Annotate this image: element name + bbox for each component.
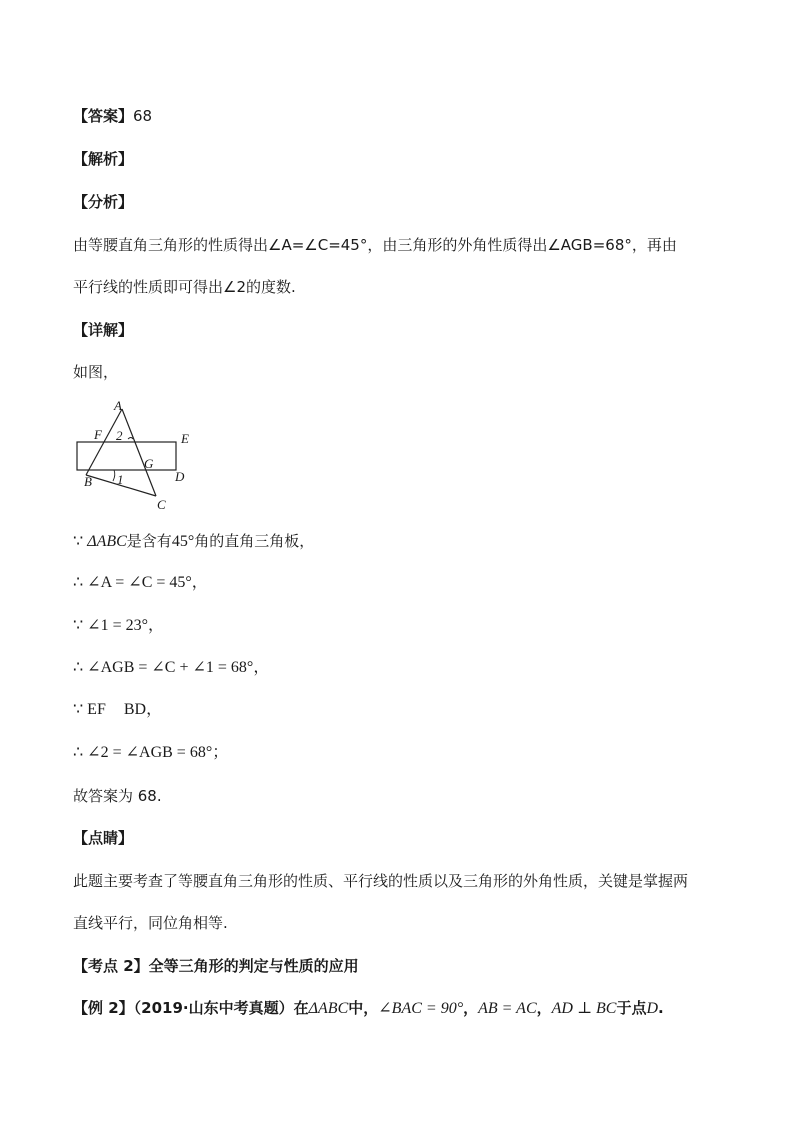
example-math-3: AB = AC: [478, 1000, 537, 1017]
dianjing-heading: 【点睛】: [73, 829, 134, 847]
label-G: G: [144, 456, 154, 471]
label-B: B: [84, 474, 92, 489]
step-5-bd: BD，: [123, 701, 163, 718]
figure-rectangle: [77, 442, 176, 470]
fenxi-text-line-2: 平行线的性质即可得出∠2的度数.: [73, 278, 296, 296]
figure-angle-2-mark: [128, 438, 133, 440]
label-E: E: [181, 431, 189, 446]
geometry-figure: [70, 395, 200, 515]
label-C: C: [157, 497, 166, 512]
dianjing-text-line-1: 此题主要考查了等腰直角三角形的性质、平行线的性质以及三角形的外角性质，关键是掌握两: [73, 872, 689, 890]
step-2: ∴ ∠A = ∠C = 45°，: [73, 574, 208, 591]
conclusion: 故答案为 68.: [73, 787, 162, 805]
step-1-text-b: 角的直角三角板，: [194, 532, 315, 550]
fenxi-text-line-1: 由等腰直角三角形的性质得出∠A=∠C=45°，由三角形的外角性质得出∠AGB=68°，再由: [73, 236, 677, 254]
answer-value: 68: [133, 107, 153, 125]
step-1-angle: 45°: [171, 533, 195, 550]
example-math-5: D: [646, 1000, 659, 1017]
example-source: （2019·山东中考真题）: [133, 999, 294, 1017]
example-text-1: 在: [293, 999, 309, 1017]
label-A: A: [114, 398, 122, 413]
label-1: 1: [117, 472, 124, 487]
label-D: D: [175, 469, 185, 484]
step-5: [73, 700, 162, 720]
figure-angle-1-mark: [113, 470, 115, 481]
example-text-6: .: [658, 999, 664, 1017]
kaodian-heading: 【考点 2】全等三角形的判定与性质的应用: [73, 957, 359, 975]
analysis-heading: 【解析】: [73, 150, 134, 168]
example-math-2: ∠BAC = 90°: [378, 1000, 464, 1017]
step-6: ∴ ∠2 = ∠AGB = 68°；: [73, 744, 229, 761]
fenxi-heading: 【分析】: [73, 193, 134, 211]
answer-label: 【答案】: [73, 107, 134, 125]
example-line: [73, 998, 664, 1019]
label-F: F: [94, 427, 102, 442]
example-text-4: ，: [536, 999, 552, 1017]
label-2: 2: [116, 428, 123, 443]
dianjing-text-line-2: 直线平行，同位角相等.: [73, 914, 228, 932]
example-label: 【例 2】: [73, 999, 134, 1017]
step-1-text-a: 是含有: [126, 532, 172, 550]
step-3: ∵ ∠1 = 23°，: [73, 617, 165, 634]
example-math-1: ΔABC: [308, 1000, 349, 1017]
example-text-5: 于点: [616, 999, 647, 1017]
step-1-because: ∵: [73, 533, 88, 550]
step-1-triangle: ΔABC: [87, 533, 127, 550]
detail-heading: 【详解】: [73, 321, 134, 339]
step-4: ∴ ∠AGB = ∠C + ∠1 = 68°，: [73, 659, 270, 676]
step-1: [73, 531, 314, 552]
answer-line: [73, 106, 152, 126]
figure-side-AC: [122, 409, 156, 496]
example-math-4: AD ⊥ BC: [551, 1000, 617, 1017]
step-5-ef: ∵ EF: [73, 701, 106, 718]
example-text-3: ，: [463, 999, 479, 1017]
example-text-2: 中，: [348, 999, 379, 1017]
figure-intro: 如图，: [73, 363, 119, 381]
